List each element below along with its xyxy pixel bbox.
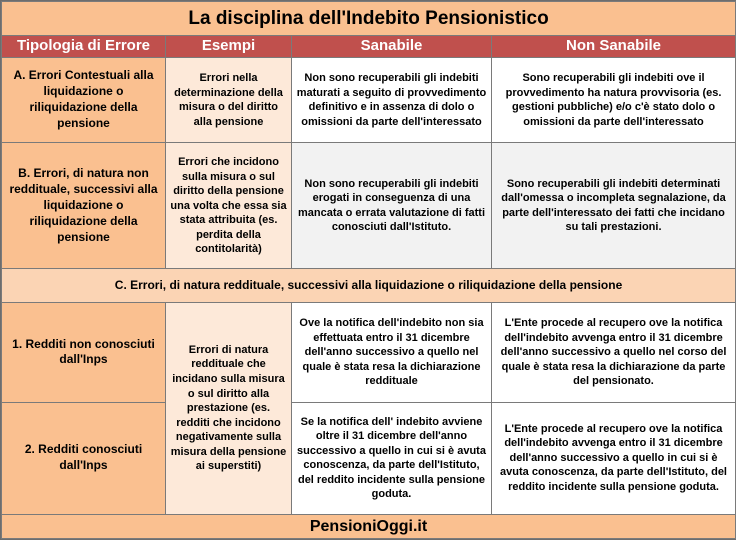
- header-non-sanabile: Non Sanabile: [492, 35, 736, 57]
- row-b-esempi: Errori che incidono sulla misura o sul diritto della pensione una volta che essa sia stata attribuita (es. perdita della contitolarità): [166, 143, 292, 269]
- row-b: [2, 143, 736, 269]
- row-c1-tipologia: 1. Redditi non conosciuti dall'Inps: [2, 303, 166, 403]
- header-esempi: Esempi: [166, 35, 292, 57]
- title-row: [2, 2, 736, 36]
- row-a: [2, 57, 736, 142]
- header-sanabile: Sanabile: [292, 35, 492, 57]
- header-row: [2, 35, 736, 57]
- row-b-non-sanabile: Sono recuperabili gli indebiti determinati dall'omessa o incompleta segnalazione, da parte dell'interessato dei fatti che incidano su tali prestazioni.: [492, 143, 736, 269]
- row-a-tipologia: A. Errori Contestuali alla liquidazione o riliquidazione della pensione: [2, 57, 166, 142]
- row-c2-non-sanabile: L'Ente procede al recupero ove la notifica dell'indebito avvenga entro il 31 dicembre dell'anno successivo a quello in cui si è avuta conoscenza, da parte dell'Istituto, del reddito incidente sulla pensione goduta.: [492, 402, 736, 514]
- row-a-esempi: Errori nella determinazione della misura o del diritto alla pensione: [166, 57, 292, 142]
- header-tipologia: Tipologia di Errore: [2, 35, 166, 57]
- row-c1-sanabile: Ove la notifica dell'indebito non sia effettuata entro il 31 dicembre dell'anno successivo a quello nel quale è stata resa la dichiarazione reddituale: [292, 303, 492, 403]
- section-c-title: C. Errori, di natura reddituale, successivi alla liquidazione o riliquidazione della pensione: [2, 269, 736, 303]
- row-c2-sanabile: Se la notifica dell' indebito avviene oltre il 31 dicembre dell'anno successivo a quello in cui si è avuta conoscenza, da parte dell'Istituto, del reddito incidente sulla pensione goduta.: [292, 402, 492, 514]
- indebito-table: [1, 1, 736, 539]
- table-title: La disciplina dell'Indebito Pensionistico: [2, 2, 736, 36]
- footer-site: PensioniOggi.it: [2, 514, 736, 538]
- row-b-tipologia: B. Errori, di natura non reddituale, successivi alla liquidazione o riliquidazione della pensione: [2, 143, 166, 269]
- row-b-sanabile: Non sono recuperabili gli indebiti erogati in conseguenza di una mancata o errata valutazione di fatti conosciuti dall'Istituto.: [292, 143, 492, 269]
- footer-row: [2, 514, 736, 538]
- row-c1: [2, 303, 736, 403]
- row-c2-tipologia: 2. Redditi conosciuti dall'Inps: [2, 402, 166, 514]
- row-a-non-sanabile: Sono recuperabili gli indebiti ove il provvedimento ha natura provvisoria (es. gestioni pubbliche) e/o c'è stato dolo o omissioni da parte dell'interessato: [492, 57, 736, 142]
- row-a-sanabile: Non sono recuperabili gli indebiti maturati a seguito di provvedimento definitivo e in assenza di dolo o omissioni da parte dell'interessato: [292, 57, 492, 142]
- row-c1-non-sanabile: L'Ente procede al recupero ove la notifica dell'indebito avvenga entro il 31 dicembre dell'anno successivo a quello nel corso del quale è stata resa la dichiarazione da parte del pensionato.: [492, 303, 736, 403]
- row-c-section: [2, 269, 736, 303]
- row-c-esempi: Errori di natura reddituale che incidano sulla misura o sul diritto alla prestazione (es. redditi che incidono negativamente sulla misura della pensione ai superstiti): [166, 303, 292, 515]
- row-c2: [2, 402, 736, 514]
